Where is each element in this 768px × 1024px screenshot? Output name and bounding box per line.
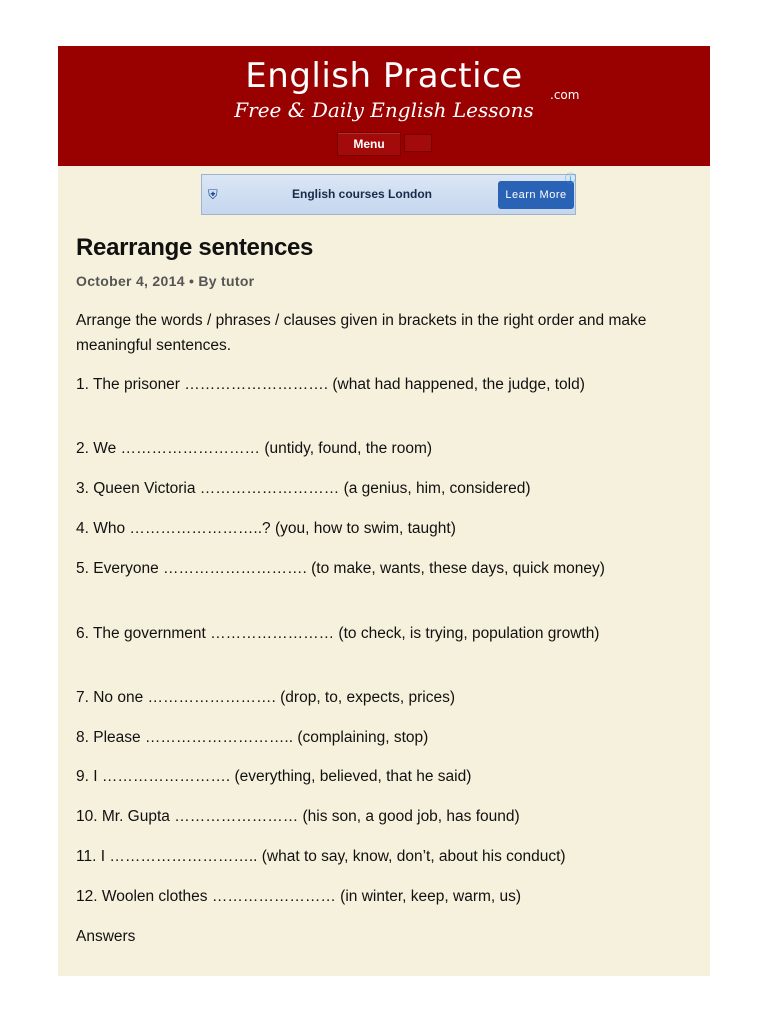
question-item: 2. We ……………………… (untidy, found, the room) <box>76 440 433 457</box>
post-intro: Arrange the words / phrases / clauses given in brackets in the right order and make meaningful sentences. <box>76 312 647 354</box>
question-item: 11. I ……………………….. (what to say, know, don’t, about his conduct) <box>76 848 566 865</box>
ad-learn-more-button[interactable]: Learn More <box>498 181 574 209</box>
ad-choices-icon[interactable]: ⓘ <box>565 173 576 185</box>
question-item: 6. The government …………………… (to check, is trying, population growth) <box>76 625 600 642</box>
question-item: 12. Woolen clothes …………………… (in winter, keep, warm, us) <box>76 888 522 905</box>
question-item: 5. Everyone ………………………. (to make, wants, these days, quick money) <box>76 560 605 577</box>
menu-toggle-icon[interactable] <box>404 134 432 152</box>
post-title: Rearrange sentences <box>76 234 314 261</box>
question-item: 9. I ……………………. (everything, believed, that he said) <box>76 768 472 785</box>
site-logo-title[interactable]: English Practice <box>245 56 523 96</box>
shield-icon: ⛨ <box>208 187 218 202</box>
question-item: 4. Who ……………………..? (you, how to swim, taught) <box>76 520 456 537</box>
answers-link[interactable]: Answers <box>76 928 136 945</box>
question-item: 1. The prisoner ………………………. (what had happened, the judge, told) <box>76 376 585 393</box>
site-logo-domain: .com <box>550 88 580 102</box>
question-item: 7. No one ……………………. (drop, to, expects, prices) <box>76 689 456 706</box>
question-item: 10. Mr. Gupta …………………… (his son, a good job, has found) <box>76 808 520 825</box>
ad-text[interactable]: English courses London <box>292 187 433 201</box>
post-meta: October 4, 2014 • By tutor <box>76 273 255 289</box>
menu-button[interactable]: Menu <box>337 132 401 156</box>
page-content <box>58 46 710 976</box>
question-item: 8. Please ……………………….. (complaining, stop) <box>76 729 429 746</box>
site-tagline: Free & Daily English Lessons <box>234 98 534 122</box>
question-item: 3. Queen Victoria ……………………… (a genius, him, considered) <box>76 480 531 497</box>
ad-banner[interactable] <box>201 174 576 215</box>
site-header <box>58 46 710 166</box>
